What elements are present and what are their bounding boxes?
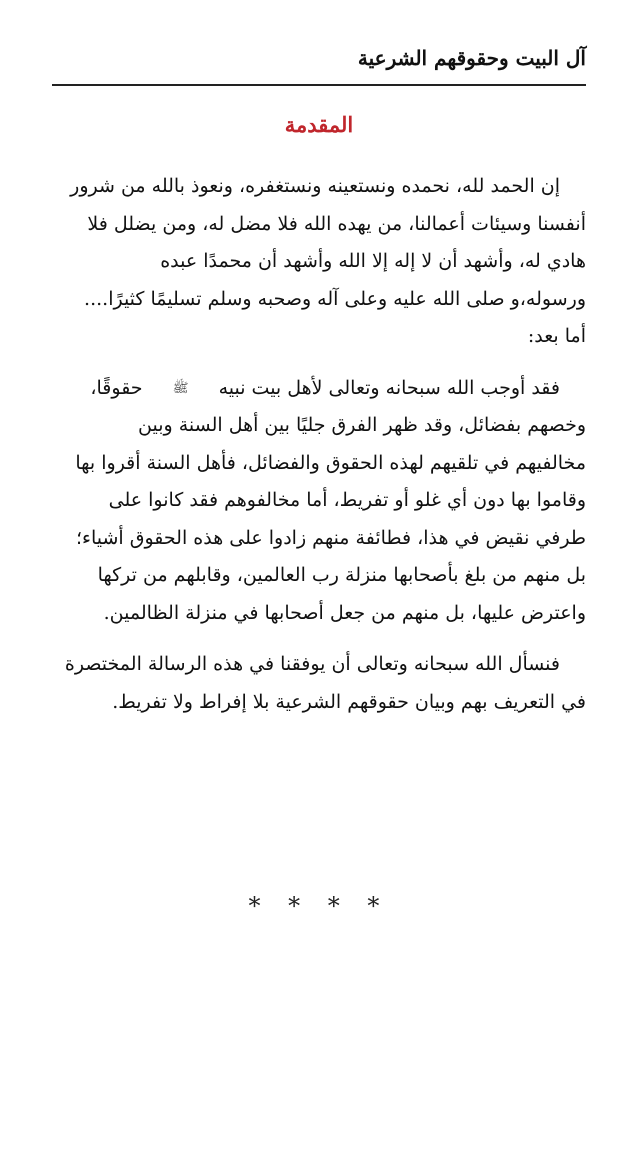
text-line: واعترض عليها، بل منهم من جعل أصحابها في منزلة الظالمين.: [103, 601, 586, 624]
text-line: أما بعد:: [527, 325, 586, 347]
section-separator: * * * *: [248, 892, 390, 920]
chapter-title: المقدمة: [284, 112, 354, 137]
text-line: هادي له، وأشهد أن لا إله إلا الله وأشهد أن محمدًا عبده: [160, 250, 586, 272]
text-line: [50, 370, 586, 408]
text-line: وقاموا بها دون أي غلو أو تفريط، أما مخالفوهم فقد كانوا على: [108, 489, 586, 511]
running-header: [52, 44, 586, 86]
text-line: وخصهم بفضائل، وقد ظهر الفرق جليًا بين أهل السنة وبين: [138, 414, 586, 436]
text-segment: حقوقًا،: [90, 376, 143, 399]
text-line: إن الحمد لله، نحمده ونستعينه ونستغفره، ونعوذ بالله من شرور: [70, 175, 560, 197]
text-line: بل منهم من بلغ بأصحابها منزلة رب العالمين، وقابلهم من تركها: [97, 564, 586, 586]
text-line: طرفي نقيض في هذا، فطائفة منهم زادوا على هذه الحقوق أشياء؛: [76, 526, 586, 549]
text-segment: فقد أوجب الله سبحانه وتعالى لأهل بيت نبيه: [218, 376, 560, 399]
text-line: ورسوله،و صلى الله عليه وعلى آله وصحبه وسلم تسليمًا كثيرًا....: [84, 287, 586, 310]
running-title: آل البيت وحقوقهم الشرعية: [357, 46, 586, 70]
text-line: أنفسنا وسيئات أعمالنا، من يهده الله فلا مضل له، ومن يضلل فلا: [87, 212, 586, 235]
salawat-glyph: ﷺ: [172, 380, 189, 396]
text-line: في التعريف بهم وبيان حقوقهم الشرعية بلا إفراط ولا تفريط.: [112, 690, 586, 713]
text-line: مخالفيهم في تلقيهم لهذه الحقوق والفضائل، فأهل السنة أقروا بها: [75, 451, 586, 474]
text-line: فنسأل الله سبحانه وتعالى أن يوفقنا في هذه الرسالة المختصرة: [64, 653, 560, 675]
body-text: [50, 168, 586, 721]
